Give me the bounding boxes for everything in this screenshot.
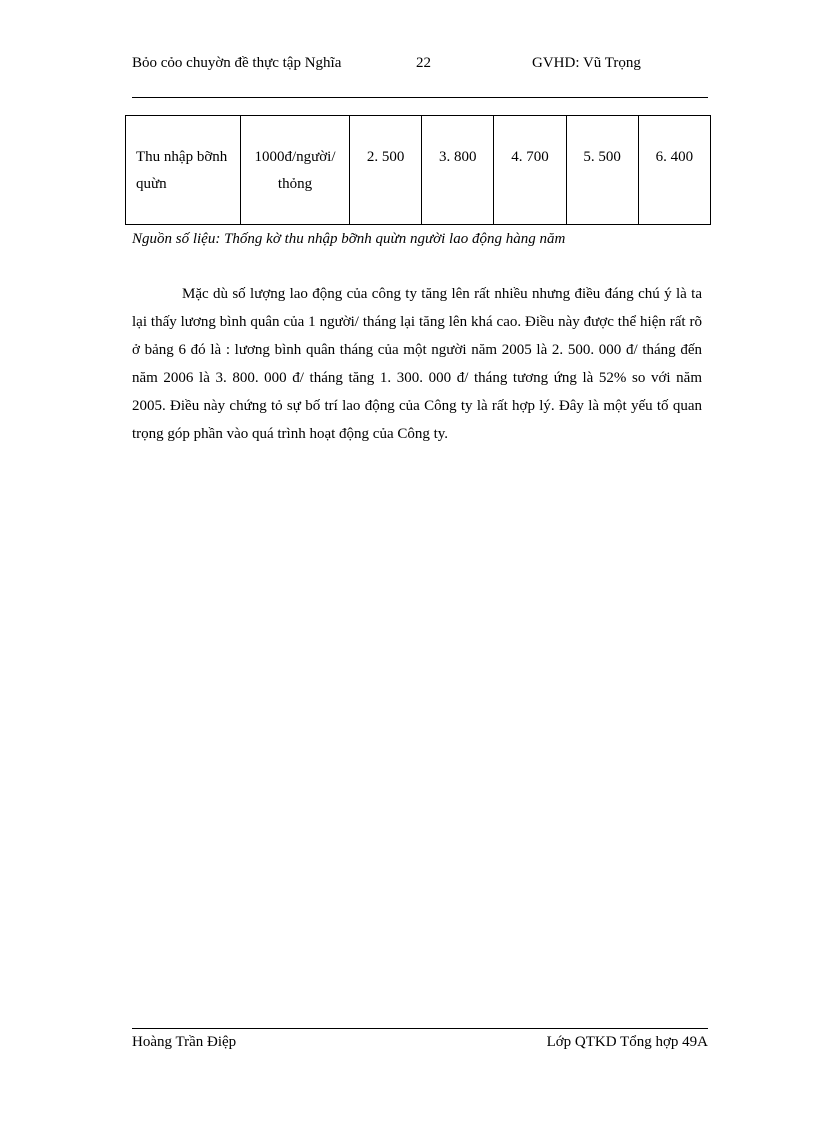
value-cell: 4. 700 bbox=[494, 116, 566, 225]
value-cell: 5. 500 bbox=[566, 116, 638, 225]
header-advisor: GVHD: Vũ Trọng bbox=[532, 55, 641, 71]
table-row bbox=[126, 116, 711, 225]
header-page-number: 22 bbox=[416, 55, 431, 71]
body-paragraph: Mặc dù số lượng lao động của công ty tăng lên rất nhiều nhưng điều đáng chú ý là ta lại thấy lương bình quân của 1 người/ tháng lại tăng lên khá cao. Điều này được thể hiện rất rõ ở bảng 6 đó là : lương bình quân tháng của một người năm 2005 là 2. 500. 000 đ/ tháng đến năm 2006 là 3. 800. 000 đ/ tháng tăng 1. 300. 000 đ/ tháng tương ứng là 52% so với năm 2005. Điều này chứng tỏ sự bố trí lao động của Công ty là rất hợp lý. Đây là một yếu tố quan trọng góp phần vào quá trình hoạt động của Công ty. bbox=[132, 286, 702, 442]
value-cell: 3. 800 bbox=[422, 116, 494, 225]
footer-author: Hoàng Trần Điệp bbox=[132, 1034, 237, 1050]
row-label: Thu nhập bỡnh quừn bbox=[126, 116, 241, 225]
header-report-title: Bỏo cỏo chuyờn đề thực tập Nghĩa bbox=[132, 55, 342, 71]
footer-divider bbox=[132, 1028, 708, 1029]
value-cell: 6. 400 bbox=[638, 116, 710, 225]
footer-class: Lớp QTKD Tổng hợp 49A bbox=[546, 1034, 708, 1050]
header-divider bbox=[132, 97, 708, 98]
row-unit: 1000đ/người/ thỏng bbox=[241, 116, 350, 225]
income-table bbox=[125, 115, 711, 225]
table-source-note: Nguồn số liệu: Thống kờ thu nhập bỡnh quừn người lao động hàng năm bbox=[132, 231, 566, 247]
value-cell: 2. 500 bbox=[350, 116, 422, 225]
